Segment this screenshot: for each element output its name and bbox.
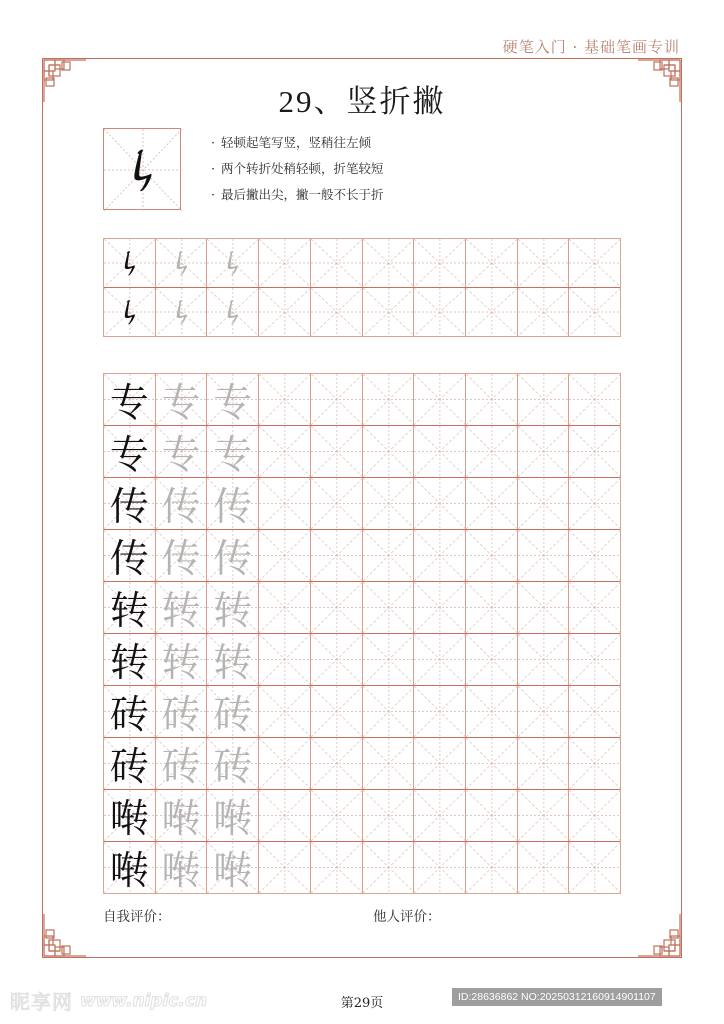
practice-cell[interactable] [517,426,569,477]
practice-cell[interactable] [568,478,620,529]
lesson-intro [103,128,623,210]
practice-cell[interactable] [517,842,569,893]
practice-cell[interactable] [310,686,362,737]
character-glyph: 砖 [161,744,201,789]
practice-cell[interactable] [104,582,155,633]
page-number: 第29页 [340,996,384,1011]
practice-cell[interactable] [310,426,362,477]
character-grid-row [104,529,620,581]
tip-text: 两个转折处稍轻顿，折笔较短 [221,161,384,176]
character-glyph: 啭 [109,848,149,893]
stroke-grid-row [104,287,620,336]
practice-cell[interactable] [206,426,258,477]
practice-cell[interactable] [568,530,620,581]
practice-cell[interactable] [258,634,310,685]
practice-cell[interactable] [310,582,362,633]
practice-cell[interactable] [568,374,620,425]
practice-cell[interactable] [155,478,207,529]
practice-cell[interactable] [104,686,155,737]
practice-cell[interactable] [258,478,310,529]
practice-cell[interactable] [517,478,569,529]
practice-cell[interactable] [310,634,362,685]
practice-cell[interactable] [155,426,207,477]
peer-evaluation-label: 他人评价： [373,909,441,925]
practice-cell[interactable] [465,288,517,336]
tip-bullet-icon: · [211,135,215,150]
practice-cell[interactable] [413,478,465,529]
practice-cell[interactable] [206,239,258,287]
practice-cell[interactable] [568,634,620,685]
character-glyph: 转 [213,588,253,633]
practice-cell[interactable] [413,288,465,336]
practice-cell[interactable] [413,530,465,581]
character-glyph: 啭 [161,848,201,893]
practice-cell[interactable] [362,842,414,893]
practice-cell[interactable] [362,530,414,581]
practice-cell[interactable] [258,374,310,425]
practice-cell[interactable] [568,738,620,789]
practice-cell[interactable] [155,738,207,789]
character-glyph: 专 [213,432,253,477]
practice-cell[interactable] [206,790,258,841]
practice-cell[interactable] [310,478,362,529]
practice-cell[interactable] [206,288,258,336]
practice-cell[interactable] [465,239,517,287]
practice-cell[interactable] [413,374,465,425]
self-evaluation-label: 自我评价： [103,909,171,925]
practice-cell[interactable] [568,288,620,336]
practice-cell[interactable] [413,790,465,841]
practice-cell[interactable] [568,426,620,477]
character-glyph: 转 [161,640,201,685]
character-glyph: 专 [213,380,253,425]
practice-cell[interactable] [258,738,310,789]
practice-cell[interactable] [465,374,517,425]
series-title: 硬笔入门 · 基础笔画专训 [502,38,680,56]
practice-cell[interactable] [258,239,310,287]
practice-cell[interactable] [104,239,155,287]
practice-cell[interactable] [568,582,620,633]
practice-cell[interactable] [362,686,414,737]
practice-cell[interactable] [258,686,310,737]
practice-cell[interactable] [413,686,465,737]
practice-cell[interactable] [104,530,155,581]
character-glyph: 砖 [109,744,149,789]
stroke-example-box [103,128,181,210]
practice-cell[interactable] [362,478,414,529]
character-glyph: 传 [213,536,253,581]
practice-cell[interactable] [465,582,517,633]
practice-cell[interactable] [465,790,517,841]
character-glyph: 传 [109,536,149,581]
character-glyph: 专 [161,432,201,477]
watermark-brand: 昵享网 [10,990,73,1014]
practice-cell[interactable] [517,686,569,737]
practice-cell[interactable] [258,530,310,581]
practice-cell[interactable] [362,426,414,477]
practice-cell[interactable] [465,634,517,685]
character-glyph: 专 [161,380,201,425]
practice-cell[interactable] [155,686,207,737]
character-grid-row [104,425,620,477]
practice-cell[interactable] [104,738,155,789]
stroke-practice-grid[interactable] [103,238,621,337]
practice-cell[interactable] [155,288,207,336]
character-glyph: 啭 [213,796,253,841]
character-grid-row [104,374,620,425]
practice-cell[interactable] [104,634,155,685]
practice-cell[interactable] [517,239,569,287]
character-glyph: 砖 [213,744,253,789]
practice-cell[interactable] [310,738,362,789]
practice-cell[interactable] [206,842,258,893]
character-glyph: 专 [109,380,149,425]
character-grid-row [104,685,620,737]
character-glyph: 砖 [213,692,253,737]
character-glyph: 专 [109,432,149,477]
practice-cell[interactable] [206,530,258,581]
character-practice-grid[interactable] [103,373,621,894]
practice-cell[interactable] [310,790,362,841]
tip-text: 最后撇出尖，撇一般不长于折 [221,187,384,202]
practice-cell[interactable] [517,530,569,581]
practice-cell[interactable] [465,530,517,581]
tip-item [211,182,384,208]
character-glyph: 砖 [161,692,201,737]
practice-cell[interactable] [517,738,569,789]
practice-cell[interactable] [413,842,465,893]
practice-cell[interactable] [568,239,620,287]
practice-cell[interactable] [568,790,620,841]
practice-cell[interactable] [362,582,414,633]
tip-bullet-icon: · [211,161,215,176]
frame-corner-ornament-icon [638,914,682,958]
practice-cell[interactable] [155,530,207,581]
practice-cell[interactable] [362,738,414,789]
practice-cell[interactable] [258,842,310,893]
practice-cell[interactable] [465,426,517,477]
practice-cell[interactable] [104,426,155,477]
practice-cell[interactable] [310,530,362,581]
practice-cell[interactable] [258,426,310,477]
practice-cell[interactable] [206,478,258,529]
practice-cell[interactable] [413,426,465,477]
character-glyph: 啭 [109,796,149,841]
character-glyph: 转 [161,588,201,633]
document-id-badge: ID:28636862 NO:20250312160914901107 [452,988,662,1006]
character-grid-row [104,581,620,633]
practice-cell[interactable] [104,790,155,841]
practice-cell[interactable] [517,374,569,425]
tip-text: 轻顿起笔写竖，竖稍往左倾 [221,135,372,150]
practice-cell[interactable] [362,374,414,425]
character-glyph: 转 [109,640,149,685]
practice-cell[interactable] [413,239,465,287]
practice-cell[interactable] [568,842,620,893]
stroke-grid-row [104,239,620,287]
practice-cell[interactable] [258,582,310,633]
practice-cell[interactable] [258,288,310,336]
practice-cell[interactable] [465,478,517,529]
practice-cell[interactable] [206,374,258,425]
practice-cell[interactable] [104,842,155,893]
character-glyph: 传 [109,484,149,529]
tip-item [211,130,384,156]
practice-cell[interactable] [517,790,569,841]
practice-cell[interactable] [104,478,155,529]
practice-cell[interactable] [465,738,517,789]
practice-cell[interactable] [258,790,310,841]
character-glyph: 传 [161,484,201,529]
tip-item [211,156,384,182]
practice-cell[interactable] [413,738,465,789]
practice-cell[interactable] [104,374,155,425]
practice-cell[interactable] [206,634,258,685]
character-grid-row [104,477,620,529]
frame-corner-ornament-icon [42,914,86,958]
practice-cell[interactable] [155,842,207,893]
character-glyph: 传 [213,484,253,529]
practice-cell[interactable] [362,634,414,685]
practice-cell[interactable] [362,288,414,336]
practice-cell[interactable] [413,634,465,685]
practice-cell[interactable] [155,374,207,425]
practice-cell[interactable] [362,239,414,287]
practice-cell[interactable] [465,842,517,893]
character-grid-row [104,841,620,893]
tip-bullet-icon: · [211,187,215,202]
practice-cell[interactable] [206,686,258,737]
practice-cell[interactable] [568,686,620,737]
practice-cell[interactable] [104,288,155,336]
practice-cell[interactable] [310,842,362,893]
character-glyph: 砖 [109,692,149,737]
practice-cell[interactable] [517,288,569,336]
practice-cell[interactable] [465,686,517,737]
character-glyph: 转 [109,588,149,633]
character-grid-row [104,737,620,789]
practice-cell[interactable] [517,634,569,685]
practice-cell[interactable] [310,288,362,336]
character-glyph: 啭 [161,796,201,841]
character-grid-row [104,789,620,841]
practice-cell[interactable] [155,790,207,841]
practice-cell[interactable] [155,239,207,287]
practice-cell[interactable] [310,374,362,425]
practice-cell[interactable] [206,582,258,633]
practice-cell[interactable] [362,790,414,841]
practice-cell[interactable] [517,582,569,633]
practice-cell[interactable] [413,582,465,633]
character-grid-row [104,633,620,685]
practice-cell[interactable] [310,239,362,287]
tips-list [211,130,384,208]
watermark [10,986,207,1015]
practice-cell[interactable] [155,634,207,685]
character-glyph: 啭 [213,848,253,893]
character-glyph: 转 [213,640,253,685]
practice-cell[interactable] [155,582,207,633]
character-glyph: 传 [161,536,201,581]
practice-cell[interactable] [206,738,258,789]
watermark-url: www.nipic.cn [80,990,208,1011]
page-title: 29、竖折撇 [278,84,446,119]
